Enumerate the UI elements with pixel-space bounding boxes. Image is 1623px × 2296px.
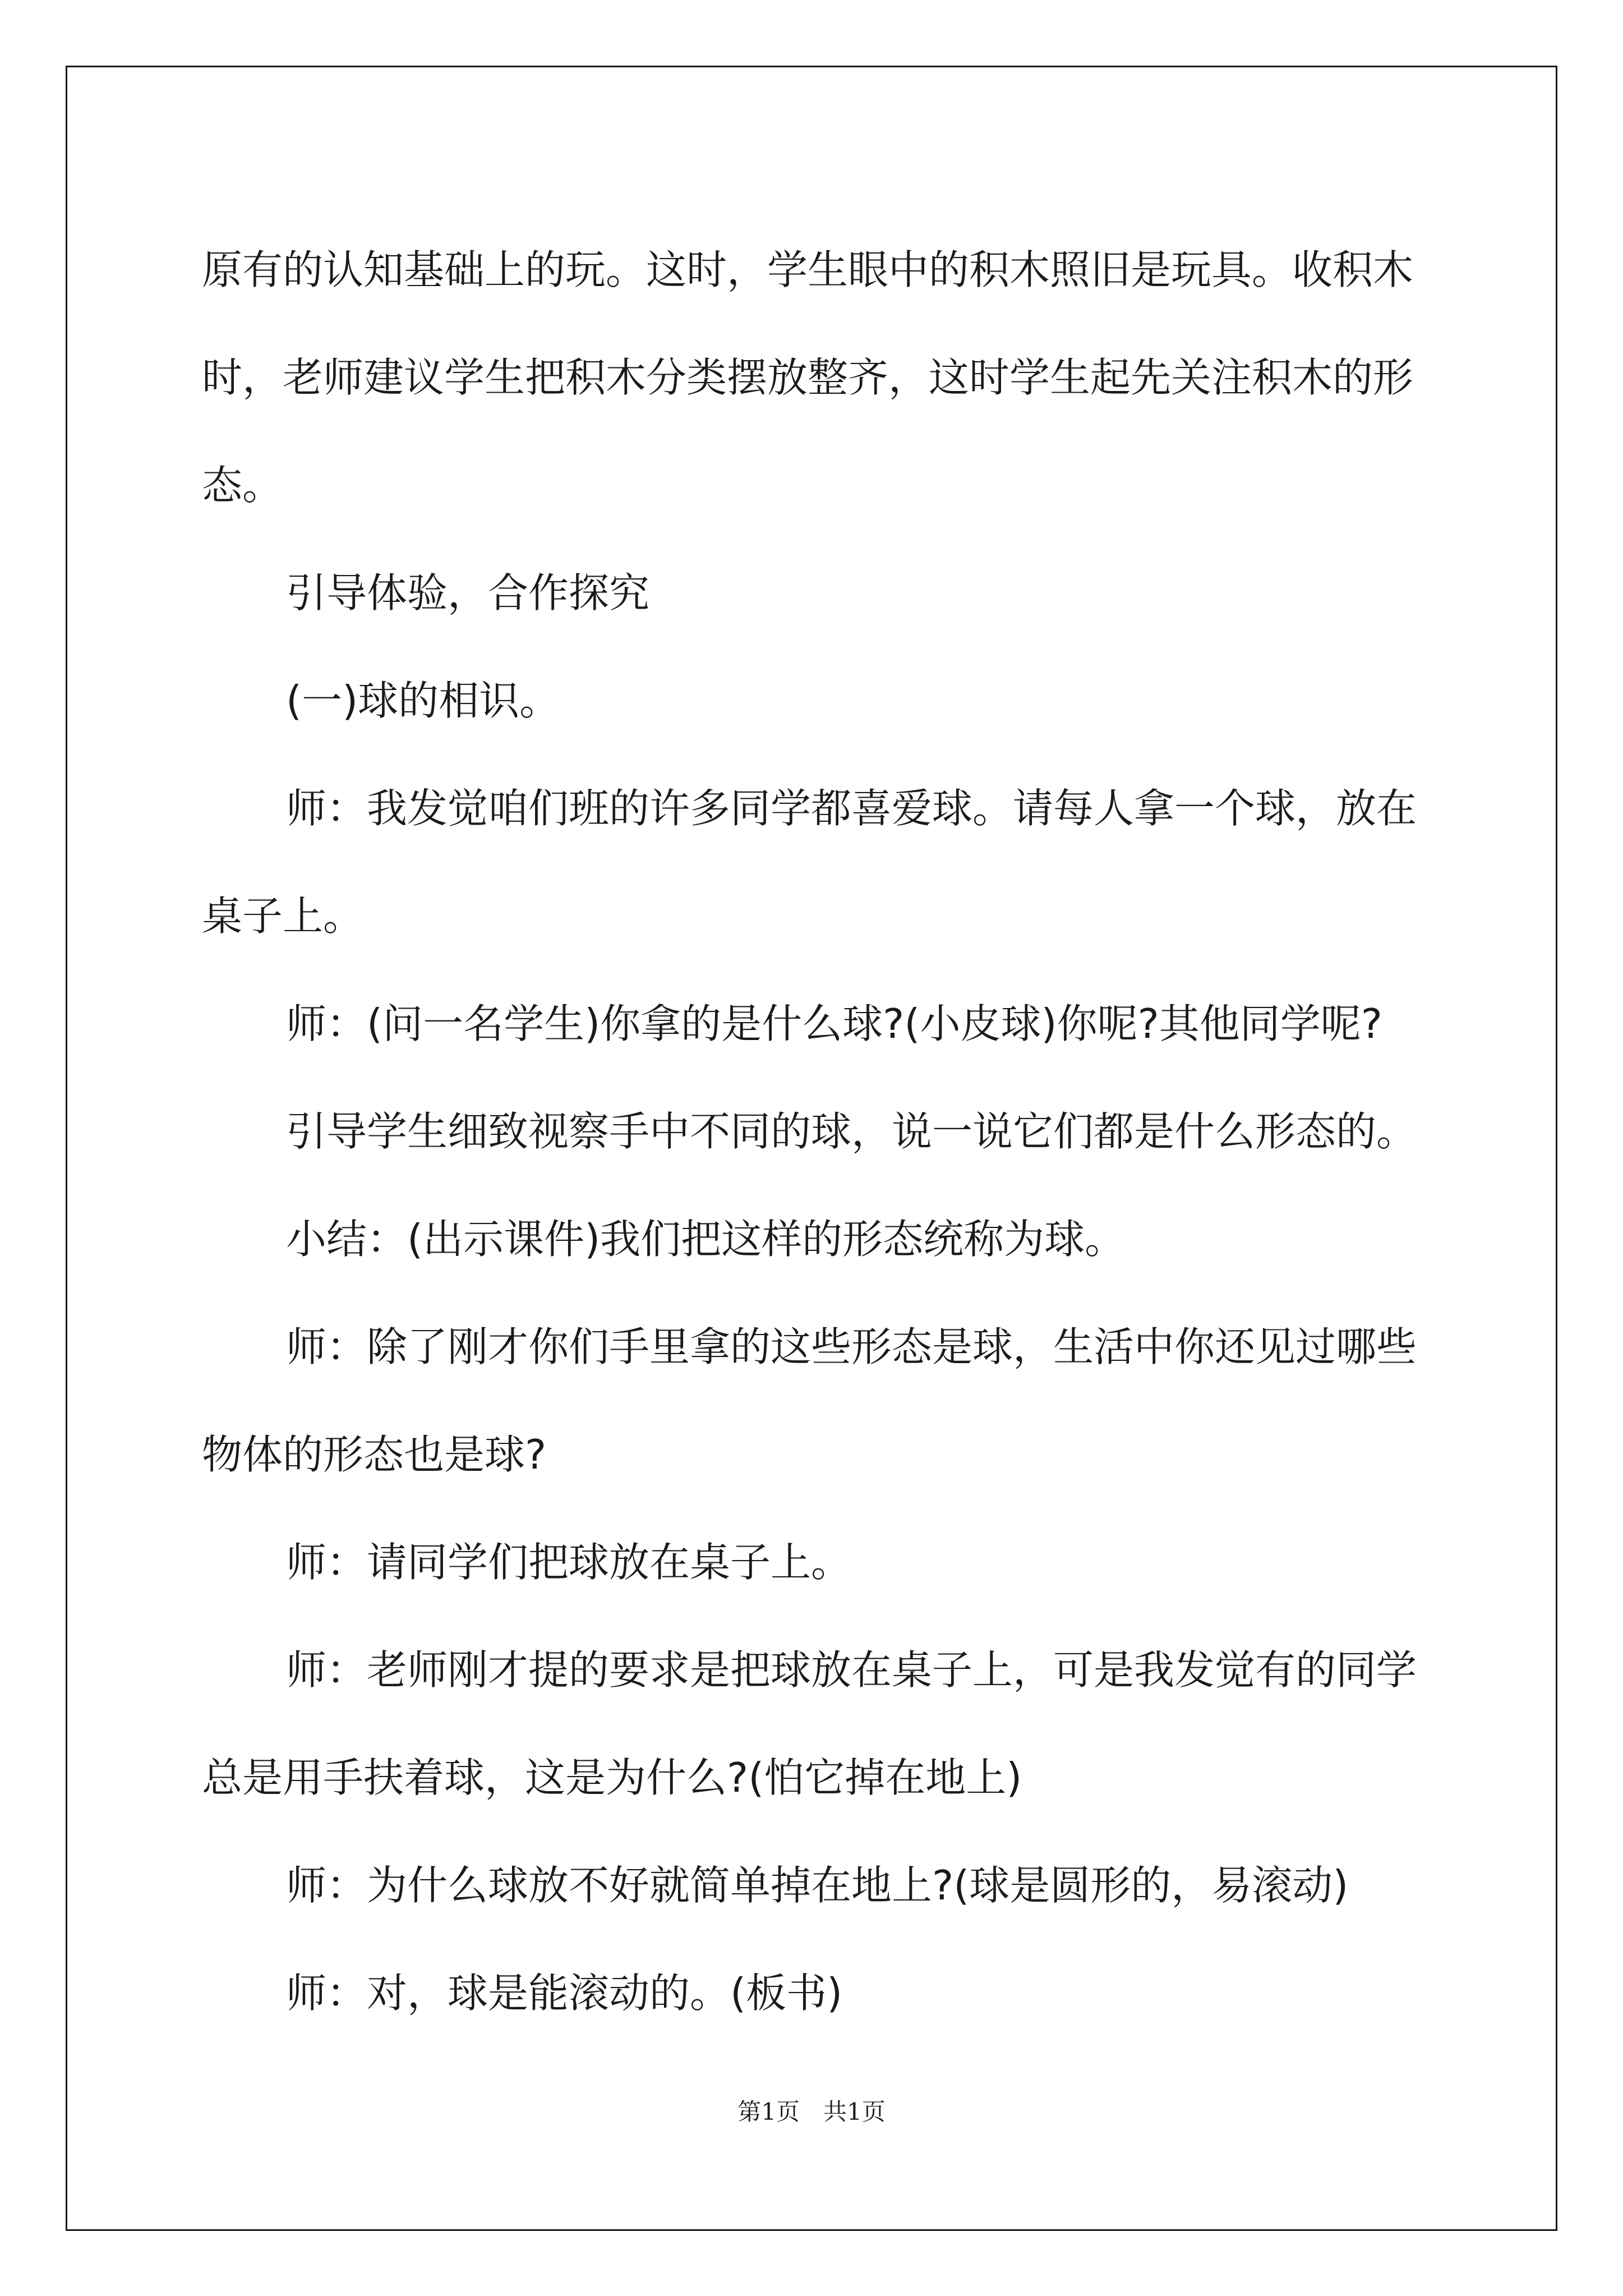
paragraph: (一)球的相识。 (286, 677, 560, 724)
page-number-footer: 第1页 共1页 (737, 2098, 886, 2125)
document-body (202, 216, 1436, 2047)
paragraph: 小结：(出示课件)我们把这样的形态统称为球。 (286, 1216, 1126, 1263)
paragraph: 师：请同学们把球放在桌子上。 (286, 1539, 852, 1586)
paragraph: 师：除了刚才你们手里拿的这些形态是球，生活中你还见过哪些物体的形态也是球? (202, 1323, 1417, 1478)
paragraph: 师：为什么球放不好就简单掉在地上?(球是圆形的，易滚动) (286, 1862, 1349, 1909)
paragraph: 引导学生细致视察手中不同的球，说一说它们都是什么形态的。 (286, 1108, 1417, 1155)
paragraph: 师：对，球是能滚动的。(板书) (286, 1970, 843, 2017)
paragraph: 师：我发觉咱们班的许多同学都喜爱球。请每人拿一个球，放在桌子上。 (202, 785, 1417, 940)
paragraph: 师：(问一名学生)你拿的是什么球?(小皮球)你呢?其他同学呢? (286, 1000, 1383, 1047)
paragraph: 师：老师刚才提的要求是把球放在桌子上，可是我发觉有的同学总是用手扶着球，这是为什么?(怕它掉在地上) (202, 1646, 1417, 1801)
paragraph: 原有的认知基础上的玩。这时，学生眼中的积木照旧是玩具。收积木时，老师建议学生把积木分类摆放整齐，这时学生起先关注积木的形态。 (202, 246, 1414, 509)
paragraph: 引导体验，合作探究 (286, 569, 650, 616)
